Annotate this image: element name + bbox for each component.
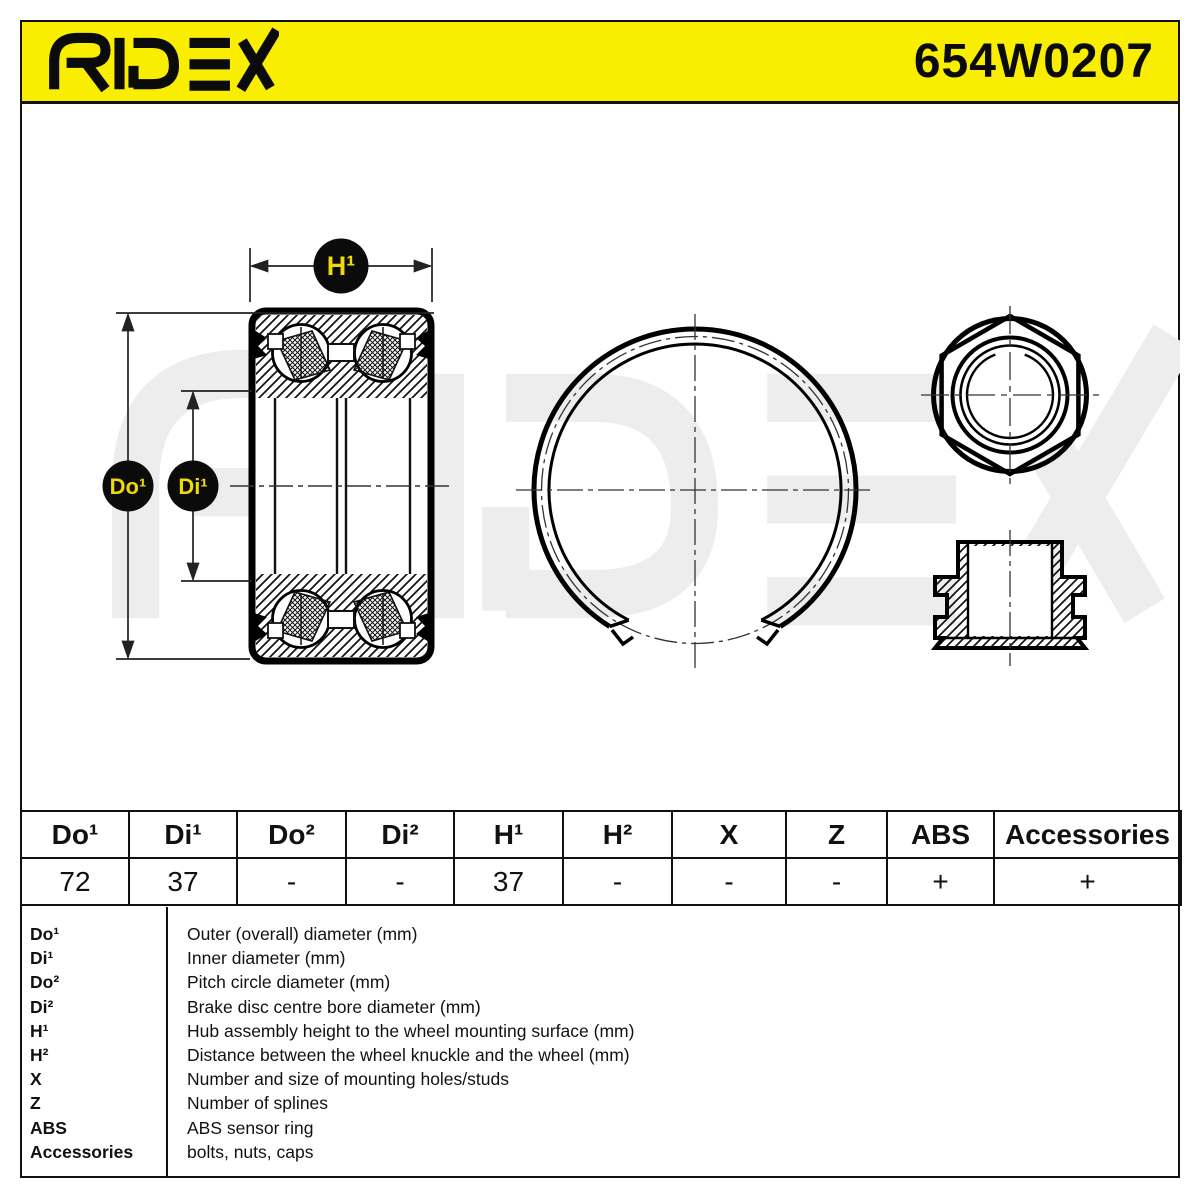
- legend-term: Do¹: [30, 924, 60, 944]
- spec-value: 72: [21, 858, 129, 905]
- spec-col-header: ABS: [887, 811, 994, 858]
- spec-col-header: Z: [786, 811, 887, 858]
- spec-value: -: [786, 858, 887, 905]
- spec-header-row: [21, 811, 1181, 858]
- spec-value: 37: [454, 858, 563, 905]
- spec-value: +: [994, 858, 1181, 905]
- spec-col-header: H²: [563, 811, 672, 858]
- spec-col-header: Di²: [346, 811, 454, 858]
- legend-description: Number and size of mounting holes/studs: [187, 1069, 509, 1090]
- legend-descriptions-column: [168, 907, 1180, 1178]
- legend-term: Di¹: [30, 948, 54, 969]
- spec-value: -: [237, 858, 346, 905]
- legend-description: Inner diameter (mm): [187, 948, 346, 969]
- legend-description: ABS sensor ring: [187, 1117, 314, 1138]
- spec-col-header: X: [672, 811, 786, 858]
- do1-dimension-label: Do¹: [109, 474, 147, 499]
- legend: [20, 907, 1180, 1178]
- sleeve-drawing: [935, 530, 1085, 666]
- bearing-cross-section-drawing: [230, 311, 452, 661]
- legend-description: Distance between the wheel knuckle and the wheel (mm): [187, 1044, 630, 1065]
- part-number: 654W0207: [913, 35, 1154, 88]
- legend-term: Di²: [30, 996, 54, 1017]
- spec-table: [20, 810, 1182, 906]
- spec-col-header: H¹: [454, 811, 563, 858]
- legend-description: Brake disc centre bore diameter (mm): [187, 996, 481, 1017]
- spec-value: -: [672, 858, 786, 905]
- header-bar: [20, 20, 1180, 104]
- legend-description: Pitch circle diameter (mm): [187, 972, 391, 993]
- legend-description: Outer (overall) diameter (mm): [187, 924, 418, 944]
- legend-description: bolts, nuts, caps: [187, 1141, 314, 1162]
- legend-term: Z: [30, 1093, 41, 1114]
- spec-value: 37: [129, 858, 237, 905]
- technical-drawing: [20, 104, 1180, 810]
- legend-term: ABS: [30, 1117, 67, 1138]
- legend-term: Accessories: [30, 1141, 134, 1162]
- legend-term: Do²: [30, 972, 60, 993]
- spec-value-row: [21, 858, 1181, 905]
- spec-col-header: Accessories: [994, 811, 1181, 858]
- legend-description: Number of splines: [187, 1093, 329, 1114]
- ridex-logo: [44, 27, 279, 97]
- spec-value: -: [563, 858, 672, 905]
- spec-col-header: Di¹: [129, 811, 237, 858]
- di1-dimension-label: Di¹: [178, 474, 208, 499]
- spec-col-header: Do²: [237, 811, 346, 858]
- legend-term: X: [30, 1069, 42, 1090]
- legend-description: Hub assembly height to the wheel mounting surface (mm): [187, 1020, 635, 1041]
- h1-dimension-label: H¹: [326, 251, 356, 281]
- spec-col-header: Do¹: [21, 811, 129, 858]
- spec-value: +: [887, 858, 994, 905]
- legend-terms-column: [20, 907, 168, 1178]
- legend-term: H¹: [30, 1020, 49, 1041]
- spec-value: -: [346, 858, 454, 905]
- legend-term: H²: [30, 1044, 49, 1065]
